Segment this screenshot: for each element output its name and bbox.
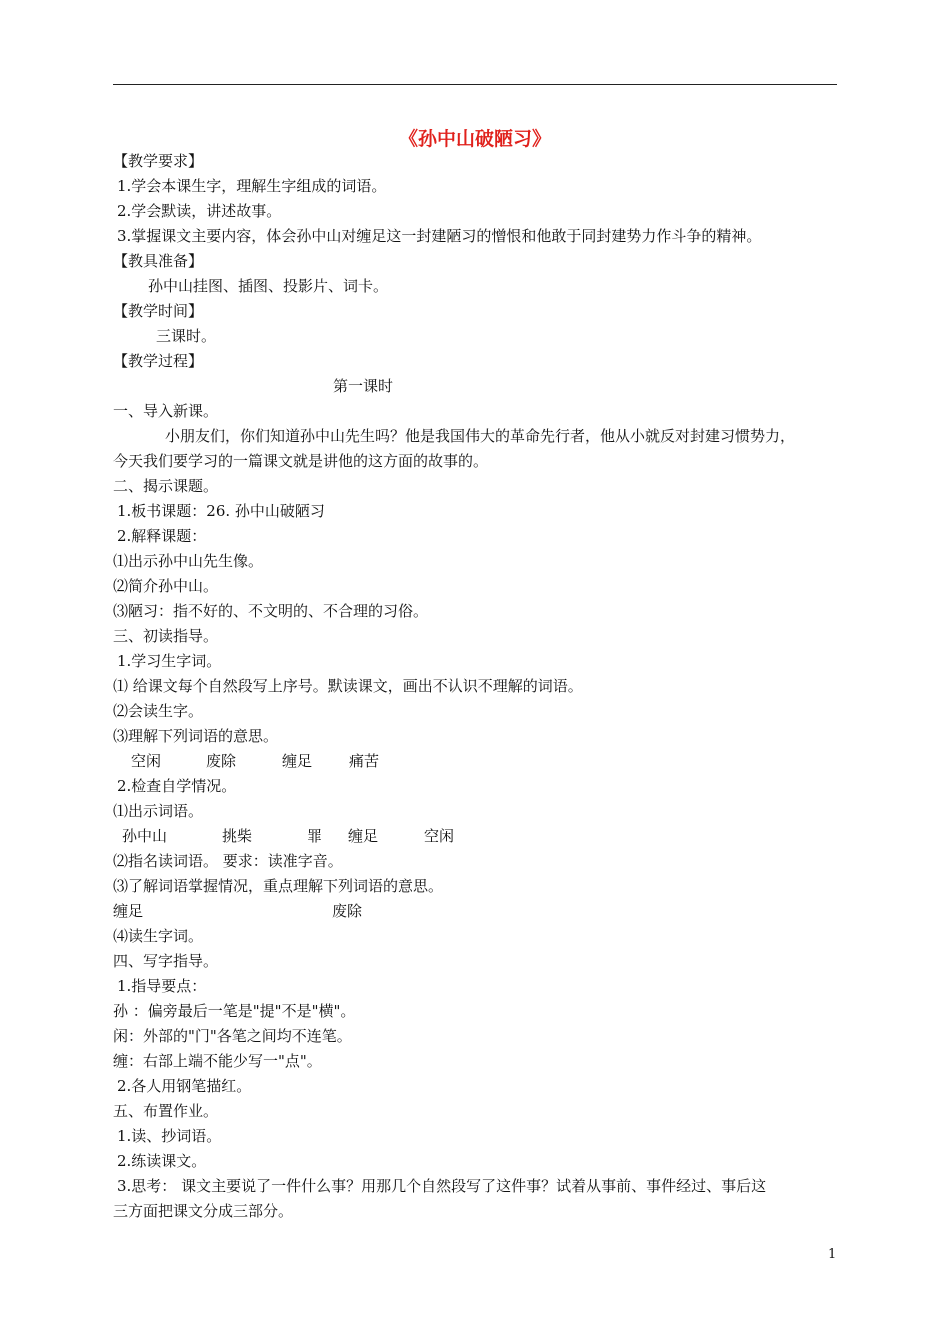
section-heading: 【教学要求】 <box>113 152 204 170</box>
text-line: 1.读、抄词语。 <box>117 1127 222 1145</box>
text-line: 今天我们要学习的一篇课文就是讲他的这方面的故事的。 <box>113 452 489 470</box>
text-line: 1.板书课题：26. 孙中山破陋习 <box>117 502 325 520</box>
text-line: ⑴出示孙中山先生像。 <box>113 552 264 570</box>
text-line: ⑴ 给课文每个自然段写上序号。默读课文，画出不认识不理解的词语。 <box>113 677 583 695</box>
text-line: 三方面把课文分成三部分。 <box>113 1202 294 1220</box>
text-line: 1.学习生字词。 <box>117 652 222 670</box>
text-line: 3.掌握课文主要内容，体会孙中山对缠足这一封建陋习的憎恨和他敢于同封建势力作斗争的精神。 <box>117 227 762 245</box>
word-row <box>0 901 950 921</box>
text-line: 二、揭示课题。 <box>113 477 219 495</box>
lesson-heading: 第一课时 <box>333 377 394 395</box>
word-row <box>0 751 950 771</box>
text-line: ⑴出示词语。 <box>113 802 204 820</box>
text-line: 缠：右部上端不能少写一"点"。 <box>113 1052 322 1070</box>
text-line: 闲：外部的"门"各笔之间均不连笔。 <box>113 1027 352 1045</box>
word-item: 缠足 <box>348 827 379 845</box>
section-heading: 【教学过程】 <box>113 352 204 370</box>
text-line: 四、写字指导。 <box>113 952 219 970</box>
page-number: 1 <box>828 1247 837 1262</box>
text-line: 1.学会本课生字，理解生字组成的词语。 <box>117 177 387 195</box>
text-line: 2.解释课题： <box>117 527 207 545</box>
word-item: 痛苦 <box>349 752 380 770</box>
text-line: 小朋友们，你们知道孙中山先生吗？他是我国伟大的革命先行者，他从小就反对封建习惯势力， <box>165 427 796 445</box>
text-line: ⑵简介孙中山。 <box>113 577 219 595</box>
text-line: 孙 ：偏旁最后一笔是"提"不是"横"。 <box>113 1002 356 1020</box>
text-line: 一、导入新课。 <box>113 402 219 420</box>
text-line: 2.检查自学情况。 <box>117 777 237 795</box>
word-item: 罪 <box>307 827 323 845</box>
text-line: 三、初读指导。 <box>113 627 219 645</box>
text-line: ⑵指名读词语。 要求：读准字音。 <box>113 852 343 870</box>
text-line: 三课时。 <box>156 327 217 345</box>
text-line: 2.各人用钢笔描红。 <box>117 1077 252 1095</box>
text-line: 五、布置作业。 <box>113 1102 219 1120</box>
text-line: 3.思考： 课文主要说了一件什么事？用那几个自然段写了这件事？试着从事前、事件经过、事后这 <box>117 1177 767 1195</box>
word-item: 空闲 <box>424 827 455 845</box>
text-line: 1.指导要点： <box>117 977 207 995</box>
text-line: ⑵会读生字。 <box>113 702 204 720</box>
word-item: 缠足 <box>113 902 144 920</box>
text-line: 2.练读课文。 <box>117 1152 207 1170</box>
word-item: 空闲 <box>131 752 162 770</box>
document-title: 《孙中山破陋习》 <box>398 128 551 150</box>
section-heading: 【教具准备】 <box>113 252 204 270</box>
text-line: 2.学会默读，讲述故事。 <box>117 202 282 220</box>
word-item: 废除 <box>332 902 363 920</box>
text-line: ⑶了解词语掌握情况，重点理解下列词语的意思。 <box>113 877 444 895</box>
word-item: 挑柴 <box>222 827 253 845</box>
word-row <box>0 826 950 846</box>
header-rule <box>113 84 837 85</box>
section-heading: 【教学时间】 <box>113 302 204 320</box>
word-item: 缠足 <box>282 752 313 770</box>
text-line: ⑶陋习：指不好的、不文明的、不合理的习俗。 <box>113 602 429 620</box>
word-item: 孙中山 <box>122 827 168 845</box>
text-line: ⑶理解下列词语的意思。 <box>113 727 279 745</box>
text-line: ⑷读生字词。 <box>113 927 204 945</box>
text-line: 孙中山挂图、插图、投影片、词卡。 <box>148 277 389 295</box>
word-item: 废除 <box>206 752 237 770</box>
